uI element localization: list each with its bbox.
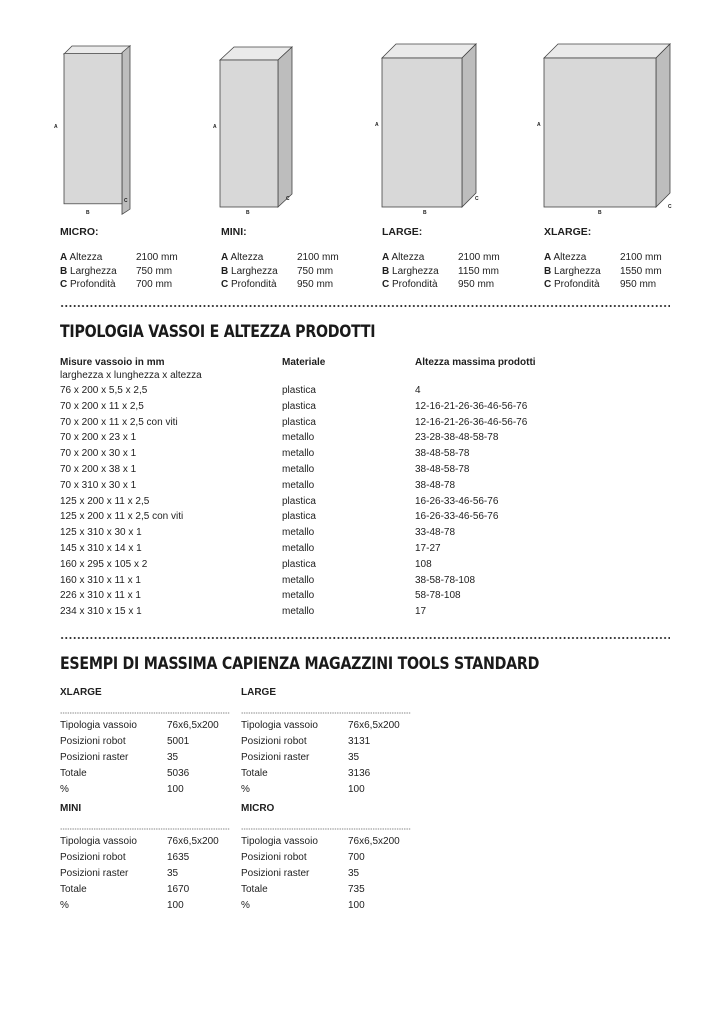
capacity-label: % [60,784,69,795]
spec-row [544,278,704,292]
capacity-label: Totale [241,884,268,895]
capacity-value: 700 [348,852,365,863]
capacity-row [60,834,230,850]
capacity-row [60,782,230,798]
spec-letter: B [60,265,68,277]
tray-size-cell: 145 x 310 x 14 x 1 [60,542,142,554]
cabinet-mini-drawing [213,44,295,216]
capacity-value: 35 [167,868,179,879]
capacity-block-mini [60,802,230,914]
spec-letter: C [221,279,229,290]
spec-letter: B [221,265,229,277]
capacity-label: Totale [241,768,268,779]
spec-label: Profondità [231,279,277,290]
max-height-cell: 38-58-78-108 [415,574,476,586]
spec-row [544,251,704,265]
material-cell: plastica [282,385,316,396]
dotted-separator [60,636,670,640]
table-row [60,573,620,589]
material-cell: metallo [282,606,315,618]
capacity-row [241,850,411,866]
spec-value: 1150 mm [458,265,499,277]
dotted-rule [241,712,411,714]
model-spec-large [382,226,542,292]
capacity-value: 1635 [167,852,190,863]
spec-value: 2100 mm [297,252,339,263]
capacity-row [60,750,230,766]
capacity-block-title: XLARGE [60,687,102,698]
tray-size-cell: 226 x 310 x 11 x 1 [60,590,141,602]
table-row [60,399,620,415]
table-row [60,557,620,573]
capacity-block-title: MICRO [241,803,275,814]
spec-row [60,278,220,292]
tray-size-cell: 125 x 310 x 30 x 1 [60,527,142,539]
spec-letter: A [544,252,552,263]
tray-size-cell: 125 x 200 x 11 x 2,5 [60,495,150,507]
material-cell: plastica [282,400,316,412]
cabinet-mini-box [220,44,295,214]
capacity-row [60,898,230,914]
spec-row [221,265,381,279]
capacity-row [241,718,411,734]
capacity-label: Tipologia vassoio [60,720,137,731]
model-spec-micro [60,226,220,292]
max-height-cell: 16-26-33-46-56-76 [415,495,499,507]
table-row [60,430,620,446]
spec-letter: A [382,252,390,263]
spec-letter: B [544,265,552,277]
spec-row [382,265,542,279]
capacity-value: 76x6,5x200 [348,720,400,731]
spec-value: 2100 mm [136,252,178,263]
capacity-value: 35 [348,868,360,879]
capacity-block-large [241,686,411,798]
capacity-block-title: MINI [60,803,82,814]
capacity-value: 735 [348,884,365,895]
capacity-row [241,766,411,782]
capacity-label: Totale [60,884,87,895]
capacity-row [241,834,411,850]
dim-label-b: B [246,210,250,216]
capacity-value: 5036 [167,768,190,779]
spec-label: Altezza [553,252,587,263]
header-max-height: Altezza massima prodotti [415,357,536,368]
capacity-label: Totale [60,768,87,779]
dotted-rule [60,712,230,714]
capacity-block-xlarge [60,686,230,798]
capacity-row [60,866,230,882]
spec-label: Profondità [70,279,116,290]
capacity-label: Posizioni raster [241,868,310,879]
spec-label: Profondità [554,279,600,290]
model-name: LARGE: [382,226,423,238]
capacity-label: Tipologia vassoio [241,836,318,847]
spec-value: 2100 mm [620,252,662,263]
max-height-cell: 38-48-58-78 [415,448,470,460]
dotted-separator [60,304,670,308]
spec-label: Altezza [230,252,264,263]
dim-label-c: C [668,204,672,210]
material-cell: metallo [282,590,315,602]
capacity-label: % [241,784,250,795]
spec-row [60,251,220,265]
cabinet-xlarge-box [544,42,674,214]
spec-row [221,251,381,265]
capacity-value: 5001 [167,736,190,747]
tray-size-cell: 125 x 200 x 11 x 2,5 con viti [60,511,184,523]
capacity-block-micro [241,802,411,914]
material-cell: plastica [282,511,316,523]
header-tray-size: Misure vassoio in mm [60,357,165,368]
max-height-cell: 16-26-33-46-56-76 [415,511,499,523]
table-row [60,525,620,541]
spec-label: Profondità [392,279,438,290]
dotted-rule [60,828,230,830]
material-cell: plastica [282,558,316,570]
table-row [60,604,620,620]
tray-size-cell: 76 x 200 x 5,5 x 2,5 [60,385,148,396]
model-name: XLARGE: [544,226,592,238]
dim-label-a: A [213,124,217,130]
spec-row [221,278,381,292]
spec-value: 950 mm [297,279,334,290]
material-cell: metallo [282,527,315,539]
capacity-label: Posizioni robot [60,736,126,747]
table-row [60,588,620,604]
spec-letter: C [382,279,390,290]
capacity-value: 35 [348,752,360,763]
capacity-value: 100 [348,900,365,911]
section-title-trays: TIPOLOGIA VASSOI E ALTEZZA PRODOTTI [60,322,376,341]
material-cell: plastica [282,416,316,428]
max-height-cell: 12-16-21-26-36-46-56-76 [415,416,528,428]
capacity-label: Posizioni robot [60,852,126,863]
capacity-label: Tipologia vassoio [241,720,318,731]
spec-label: Larghezza [70,265,117,277]
spec-value: 950 mm [620,279,657,290]
max-height-cell: 58-78-108 [415,590,461,602]
header-material: Materiale [282,357,326,368]
capacity-label: Posizioni raster [60,868,129,879]
max-height-cell: 108 [415,558,432,570]
dim-label-a: A [375,122,379,128]
max-height-cell: 17-27 [415,542,441,554]
tray-size-cell: 70 x 200 x 30 x 1 [60,448,137,460]
table-row [60,383,620,399]
tray-size-cell: 70 x 310 x 30 x 1 [60,479,137,491]
table-row [60,541,620,557]
material-cell: metallo [282,448,315,460]
table-row [60,415,620,431]
spec-value: 700 mm [136,279,173,290]
table-row [60,509,620,525]
capacity-value: 76x6,5x200 [167,720,219,731]
capacity-row [60,882,230,898]
spec-value: 950 mm [458,279,495,290]
material-cell: metallo [282,542,315,554]
capacity-row [60,766,230,782]
tray-size-cell: 70 x 200 x 11 x 2,5 [60,400,144,412]
cabinet-micro-drawing [54,44,135,216]
tray-size-cell: 234 x 310 x 15 x 1 [60,606,142,618]
spec-row [60,265,220,279]
max-height-cell: 12-16-21-26-36-46-56-76 [415,400,528,412]
spec-label: Altezza [391,252,425,263]
section-title-capacity: ESEMPI DI MASSIMA CAPIENZA MAGAZZINI TOOLS STANDARD [60,654,540,673]
table-header [60,356,620,369]
spec-label: Larghezza [392,265,439,277]
dim-label-b: B [423,210,427,216]
model-name: MICRO: [60,226,99,238]
dim-label-b: B [86,210,90,216]
capacity-value: 1670 [167,884,190,895]
cabinet-xlarge-drawing [537,42,674,216]
dim-label-c: C [475,196,479,202]
capacity-label: Posizioni raster [241,752,310,763]
material-cell: plastica [282,495,316,507]
spec-letter: C [544,279,552,290]
capacity-block-title: LARGE [241,687,276,698]
tray-size-cell: 160 x 310 x 11 x 1 [60,574,141,586]
model-spec-xlarge [544,226,704,292]
spec-value: 2100 mm [458,252,500,263]
max-height-cell: 23-28-38-48-58-78 [415,432,499,444]
spec-row [544,265,704,279]
dim-label-b: B [598,210,602,216]
spec-letter: C [60,279,68,290]
max-height-cell: 17 [415,606,427,618]
capacity-row [241,782,411,798]
table-row [60,462,620,478]
spec-letter: B [382,265,390,277]
spec-row [382,251,542,265]
spec-label: Altezza [69,252,103,263]
spec-letter: A [221,252,229,263]
tray-size-cell: 70 x 200 x 23 x 1 [60,432,137,444]
table-row [60,446,620,462]
cabinet-large-drawing [375,42,492,216]
capacity-value: 35 [167,752,179,763]
capacity-row [60,718,230,734]
capacity-label: % [60,900,69,911]
tray-size-cell: 70 x 200 x 38 x 1 [60,463,137,475]
capacity-value: 100 [348,784,365,795]
dim-label-a: A [54,124,58,130]
capacity-label: Tipologia vassoio [60,836,137,847]
dim-label-c: C [124,198,128,204]
max-height-cell: 33-48-78 [415,527,456,539]
material-cell: metallo [282,574,315,586]
capacity-value: 3131 [348,736,371,747]
capacity-value: 3136 [348,768,371,779]
capacity-label: Posizioni robot [241,736,307,747]
table-row [60,478,620,494]
capacity-label: % [241,900,250,911]
spec-letter: A [60,252,68,263]
table-subheader: larghezza x lunghezza x altezza [60,370,202,381]
capacity-row [241,898,411,914]
spec-label: Larghezza [231,265,278,277]
material-cell: metallo [282,463,315,475]
capacity-row [60,850,230,866]
max-height-cell: 38-48-58-78 [415,463,470,475]
capacity-value: 76x6,5x200 [167,836,219,847]
capacity-row [60,734,230,750]
capacity-label: Posizioni robot [241,852,307,863]
spec-value: 750 mm [297,265,334,277]
spec-value: 750 mm [136,265,173,277]
max-height-cell: 4 [415,385,421,396]
trays-table [60,356,620,620]
capacity-row [241,750,411,766]
max-height-cell: 38-48-78 [415,479,456,491]
tray-size-cell: 70 x 200 x 11 x 2,5 con viti [60,416,178,428]
capacity-value: 76x6,5x200 [348,836,400,847]
spec-row [382,278,542,292]
capacity-row [241,882,411,898]
tray-size-cell: 160 x 295 x 105 x 2 [60,558,148,570]
capacity-row [241,734,411,750]
capacity-value: 100 [167,784,184,795]
spec-label: Larghezza [554,265,601,277]
cabinet-micro-box [60,44,135,214]
spec-value: 1550 mm [620,265,662,277]
capacity-row [241,866,411,882]
dotted-rule [241,828,411,830]
model-name: MINI: [221,226,247,238]
material-cell: metallo [282,479,315,491]
dim-label-c: C [286,196,290,202]
dim-label-a: A [537,122,541,128]
cabinet-large-box [382,42,492,214]
material-cell: metallo [282,432,315,444]
capacity-label: Posizioni raster [60,752,129,763]
model-spec-mini [221,226,381,292]
table-row [60,494,620,510]
capacity-value: 100 [167,900,184,911]
